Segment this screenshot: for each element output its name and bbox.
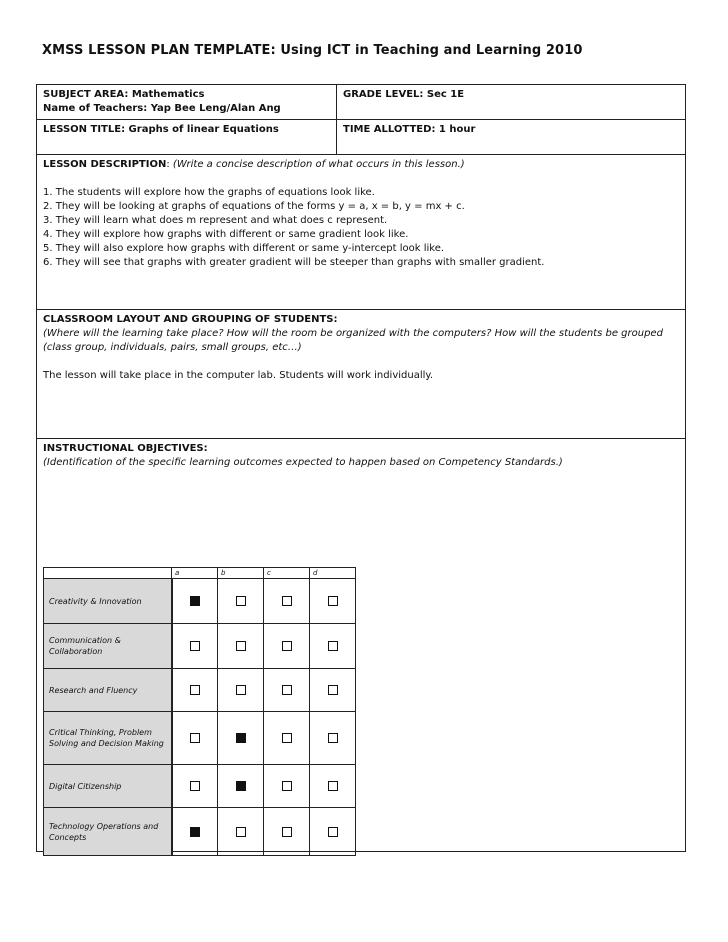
competency-cell-a — [172, 669, 218, 712]
competency-label: Research and Fluency — [44, 669, 172, 712]
list-item: 4. They will explore how graphs with different or same gradient look like. — [43, 229, 409, 240]
competency-cell-c — [264, 808, 310, 856]
time-cell — [337, 120, 685, 154]
lesson-description-prompt: (Write a concise description of what occurs in this lesson.) — [172, 159, 465, 170]
unchecked-checkbox[interactable] — [328, 781, 338, 791]
classroom-layout-label: CLASSROOM LAYOUT AND GROUPING OF STUDENTS: — [43, 314, 338, 325]
checked-checkbox[interactable] — [236, 781, 246, 791]
competency-cell-a — [172, 579, 218, 624]
document-title: XMSS LESSON PLAN TEMPLATE: Using ICT in Teaching and Learning 2010 — [42, 43, 583, 58]
competency-cell-a — [172, 624, 218, 669]
checked-checkbox[interactable] — [190, 827, 200, 837]
grade-cell — [337, 85, 685, 119]
competency-column-c: c — [264, 568, 310, 579]
lesson-description-label: LESSON DESCRIPTION — [43, 159, 167, 170]
classroom-layout-prompt: (Where will the learning take place? How will the room be organized with the computers? How will the students be grouped (class group, individuals, pairs, small groups, etc…) — [43, 328, 663, 353]
table-row — [44, 808, 356, 856]
list-item: 2. They will be looking at graphs of equations of the forms y = a, x = b, y = mx + c. — [43, 201, 465, 212]
unchecked-checkbox[interactable] — [282, 685, 292, 695]
competency-cell-d — [310, 669, 356, 712]
table-row — [44, 765, 356, 808]
unchecked-checkbox[interactable] — [282, 641, 292, 651]
competency-cell-b — [218, 624, 264, 669]
competency-cell-a — [172, 712, 218, 765]
competency-label: Creativity & Innovation — [44, 579, 172, 624]
unchecked-checkbox[interactable] — [190, 781, 200, 791]
lesson-description-separator: : — [166, 159, 173, 170]
competency-column-d: d — [310, 568, 356, 579]
unchecked-checkbox[interactable] — [190, 733, 200, 743]
checked-checkbox[interactable] — [236, 733, 246, 743]
competency-cell-c — [264, 579, 310, 624]
unchecked-checkbox[interactable] — [328, 827, 338, 837]
competency-cell-b — [218, 669, 264, 712]
instructional-objectives-label: INSTRUCTIONAL OBJECTIVES: — [43, 443, 208, 454]
table-row — [44, 669, 356, 712]
competency-column-b: b — [218, 568, 264, 579]
unchecked-checkbox[interactable] — [190, 685, 200, 695]
time-allotted: TIME ALLOTTED: 1 hour — [343, 124, 476, 135]
competency-table — [43, 567, 356, 856]
teacher-names: Name of Teachers: Yap Bee Leng/Alan Ang — [43, 103, 281, 114]
unchecked-checkbox[interactable] — [282, 827, 292, 837]
competency-cell-c — [264, 765, 310, 808]
unchecked-checkbox[interactable] — [328, 733, 338, 743]
lesson-description-heading — [43, 158, 679, 172]
competency-header-row — [44, 568, 356, 579]
competency-body — [44, 579, 356, 856]
competency-header-blank — [44, 568, 172, 579]
lesson-title: LESSON TITLE: Graphs of linear Equations — [43, 124, 279, 135]
competency-column-a: a — [172, 568, 218, 579]
list-item: 3. They will learn what does m represent and what does c represent. — [43, 215, 388, 226]
classroom-layout-section — [37, 310, 685, 439]
competency-cell-d — [310, 808, 356, 856]
subject-area: SUBJECT AREA: Mathematics — [43, 89, 205, 100]
unchecked-checkbox[interactable] — [328, 596, 338, 606]
info-row-lesson — [37, 120, 685, 155]
table-row — [44, 579, 356, 624]
instructional-objectives-section — [37, 439, 685, 473]
instructional-objectives-prompt: (Identification of the specific learning outcomes expected to happen based on Competency Standards.) — [43, 457, 563, 468]
lesson-plan-form — [36, 84, 686, 852]
grade-level: GRADE LEVEL: Sec 1E — [343, 89, 465, 100]
competency-cell-c — [264, 624, 310, 669]
unchecked-checkbox[interactable] — [190, 641, 200, 651]
table-row — [44, 712, 356, 765]
competency-cell-c — [264, 712, 310, 765]
competency-cell-b — [218, 765, 264, 808]
competency-cell-d — [310, 624, 356, 669]
competency-cell-b — [218, 712, 264, 765]
checked-checkbox[interactable] — [190, 596, 200, 606]
competency-cell-a — [172, 765, 218, 808]
competency-cell-c — [264, 669, 310, 712]
table-row — [44, 624, 356, 669]
unchecked-checkbox[interactable] — [328, 641, 338, 651]
unchecked-checkbox[interactable] — [236, 685, 246, 695]
competency-label: Digital Citizenship — [44, 765, 172, 808]
lesson-title-cell — [37, 120, 337, 154]
list-item: 6. They will see that graphs with greater gradient will be steeper than graphs with smaller gradient. — [43, 257, 545, 268]
classroom-layout-answer: The lesson will take place in the computer lab. Students will work individually. — [43, 370, 434, 381]
unchecked-checkbox[interactable] — [282, 596, 292, 606]
lesson-description-list — [43, 186, 679, 270]
competency-cell-d — [310, 579, 356, 624]
competency-cell-b — [218, 808, 264, 856]
info-row-subject — [37, 85, 685, 120]
unchecked-checkbox[interactable] — [236, 827, 246, 837]
competency-label: Communication & Collaboration — [44, 624, 172, 669]
unchecked-checkbox[interactable] — [328, 685, 338, 695]
unchecked-checkbox[interactable] — [236, 641, 246, 651]
subject-cell — [37, 85, 337, 119]
competency-label: Technology Operations and Concepts — [44, 808, 172, 856]
unchecked-checkbox[interactable] — [282, 781, 292, 791]
unchecked-checkbox[interactable] — [236, 596, 246, 606]
lesson-description-section — [37, 155, 685, 310]
competency-label: Critical Thinking, Problem Solving and Decision Making — [44, 712, 172, 765]
competency-cell-b — [218, 579, 264, 624]
list-item: 5. They will also explore how graphs with different or same y-intercept look like. — [43, 243, 445, 254]
competency-cell-a — [172, 808, 218, 856]
unchecked-checkbox[interactable] — [282, 733, 292, 743]
list-item: 1. The students will explore how the graphs of equations look like. — [43, 187, 375, 198]
competency-cell-d — [310, 712, 356, 765]
competency-cell-d — [310, 765, 356, 808]
